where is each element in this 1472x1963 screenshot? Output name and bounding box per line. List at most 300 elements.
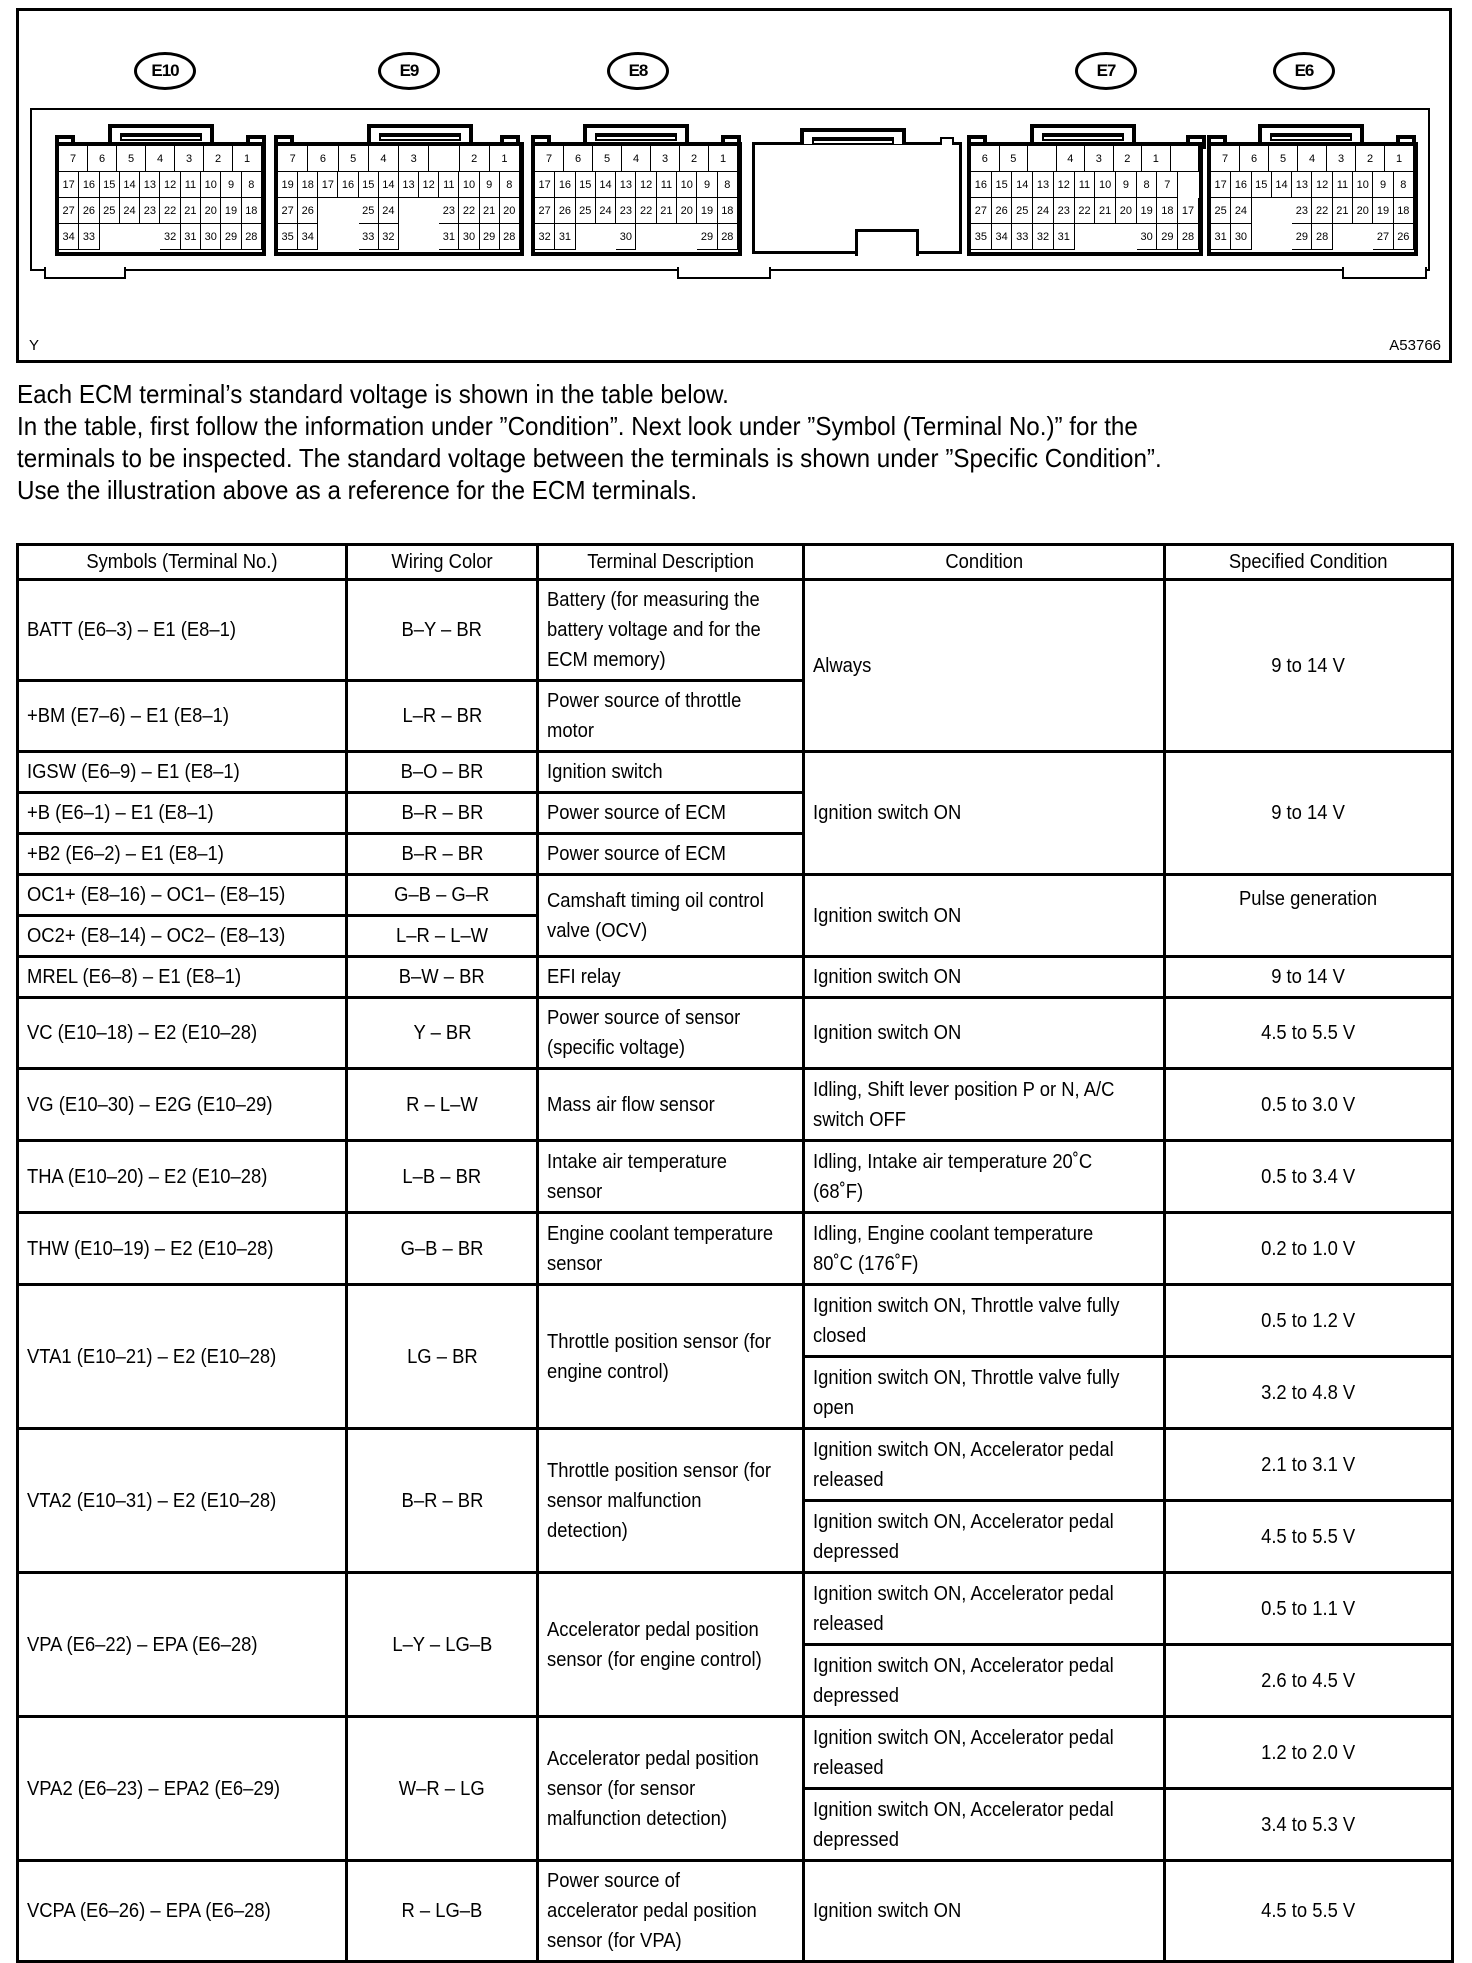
table-row: [18, 875, 1453, 916]
cell-wiring: B–W – BR: [347, 957, 538, 998]
terminal-pin: 8: [500, 172, 520, 198]
terminal-pin: 31: [439, 224, 459, 250]
header-terminal-description: Terminal Description: [538, 545, 804, 580]
terminal-pin: 15: [992, 172, 1013, 198]
terminal-pin: 28: [1178, 224, 1199, 250]
terminal-pin: 18: [1157, 198, 1178, 224]
terminal-pin: 5: [1000, 146, 1029, 172]
cell-symbol: VTA1 (E10–21) – E2 (E10–28): [18, 1285, 347, 1429]
figure-id: A53766: [1389, 337, 1441, 354]
cell-wiring: G–B – BR: [347, 1213, 538, 1285]
terminal-pin: 32: [379, 224, 399, 250]
terminal-pin: 3: [399, 146, 429, 172]
terminal-pin: 30: [1137, 224, 1158, 250]
terminal-pin: 11: [657, 172, 677, 198]
terminal-pin: [1272, 224, 1292, 250]
terminal-pin: 9: [1373, 172, 1393, 198]
ecm-center-notch: [855, 229, 919, 256]
cell-description: Battery (for measuring the battery voltage and for the ECM memory): [538, 580, 804, 681]
terminal-pin: 5: [339, 146, 369, 172]
terminal-pin: [576, 224, 596, 250]
terminal-pin: [657, 224, 677, 250]
terminal-pin: 1: [1385, 146, 1414, 172]
connector-label-e7: E7: [1075, 52, 1137, 90]
cell-condition: Ignition switch ON, Throttle valve fully closed: [804, 1285, 1165, 1357]
header-wiring-color: Wiring Color: [347, 545, 538, 580]
terminal-pin: 32: [535, 224, 555, 250]
terminal-pin: 5: [593, 146, 622, 172]
terminal-pin: 4: [146, 146, 175, 172]
terminal-pin: 6: [564, 146, 593, 172]
cell-spec: 9 to 14 V: [1165, 957, 1453, 998]
header-specified-condition: Specified Condition: [1165, 545, 1453, 580]
terminal-pin: 16: [79, 172, 99, 198]
pin-row: [971, 172, 1199, 198]
header-condition: Condition: [804, 545, 1165, 580]
terminal-pin: 28: [718, 224, 738, 250]
cell-description: Intake air temperature sensor: [538, 1141, 804, 1213]
terminal-pin: [636, 224, 656, 250]
terminal-pin: 27: [59, 198, 79, 224]
terminal-pin: 24: [596, 198, 616, 224]
terminal-pin: 13: [1033, 172, 1054, 198]
table-row: [18, 580, 1453, 681]
pin-row: [59, 146, 262, 172]
connector-e7: [967, 142, 1203, 256]
terminal-pin: 14: [1012, 172, 1033, 198]
intro-line: Use the illustration above as a reference for the ECM terminals.: [17, 475, 698, 505]
terminal-pin: 22: [160, 198, 180, 224]
terminal-pin: 13: [1292, 172, 1312, 198]
terminal-pin: 20: [1353, 198, 1373, 224]
terminal-pin: 18: [1394, 198, 1414, 224]
cell-spec: 0.5 to 3.0 V: [1165, 1069, 1453, 1141]
terminal-pin: 10: [201, 172, 221, 198]
cell-description: Throttle position sensor (for sensor malfunction detection): [538, 1429, 804, 1573]
terminal-pin: 15: [576, 172, 596, 198]
terminal-pin: 7: [278, 146, 308, 172]
terminal-pin: 31: [1054, 224, 1075, 250]
terminal-pin: [338, 198, 358, 224]
cell-description: Power source of throttle motor: [538, 681, 804, 752]
intro-line: terminals to be inspected. The standard voltage between the terminals is shown under ”Specific Condition”.: [17, 443, 1162, 473]
table-row: [18, 752, 1453, 793]
terminal-pin: 16: [1231, 172, 1251, 198]
connector-label-e10: E10: [134, 52, 196, 90]
terminal-pin: 27: [535, 198, 555, 224]
pin-row: [278, 224, 520, 250]
cell-spec: 0.2 to 1.0 V: [1165, 1213, 1453, 1285]
terminal-pin: [1333, 224, 1353, 250]
pin-row: [59, 224, 262, 250]
terminal-pin: 32: [1033, 224, 1054, 250]
cell-spec: 2.6 to 4.5 V: [1165, 1645, 1453, 1717]
terminal-pin: 29: [1292, 224, 1312, 250]
terminal-pin: 34: [992, 224, 1013, 250]
terminal-pin: 1: [233, 146, 262, 172]
terminal-pin: 35: [971, 224, 992, 250]
terminal-pin: [1075, 224, 1096, 250]
pin-row: [971, 146, 1199, 172]
cell-wiring: W–R – LG: [347, 1717, 538, 1861]
terminal-pin: 23: [1292, 198, 1312, 224]
terminal-pin: 31: [181, 224, 201, 250]
terminal-pin: 30: [201, 224, 221, 250]
terminal-pin: 21: [181, 198, 201, 224]
terminal-pin: 1: [1142, 146, 1171, 172]
cell-wiring: L–B – BR: [347, 1141, 538, 1213]
terminal-pin: 18: [242, 198, 262, 224]
cell-symbol: VCPA (E6–26) – EPA (E6–28): [18, 1861, 347, 1962]
terminal-pin: 9: [480, 172, 500, 198]
table-row: [18, 1213, 1453, 1285]
table-row: [18, 1429, 1453, 1501]
terminal-pin: 26: [992, 198, 1013, 224]
cell-symbol: +B2 (E6–2) – E1 (E8–1): [18, 834, 347, 875]
table-row: [18, 1141, 1453, 1213]
terminal-pin: 28: [500, 224, 520, 250]
terminal-pin: 11: [1333, 172, 1353, 198]
terminal-pin: 5: [1269, 146, 1298, 172]
cell-condition: Always: [804, 580, 1165, 752]
connector-e6: [1207, 142, 1418, 256]
terminal-pin: [419, 224, 439, 250]
cell-symbol: IGSW (E6–9) – E1 (E8–1): [18, 752, 347, 793]
terminal-pin: 4: [369, 146, 399, 172]
intro-line: Each ECM terminal’s standard voltage is shown in the table below.: [17, 379, 729, 409]
terminal-pin: 10: [677, 172, 697, 198]
table-row: [18, 1573, 1453, 1645]
terminal-pin: 15: [1252, 172, 1272, 198]
cell-condition: Ignition switch ON: [804, 998, 1165, 1069]
terminal-pin: 31: [1211, 224, 1231, 250]
connector-label-e9: E9: [378, 52, 440, 90]
terminal-pin: 13: [140, 172, 160, 198]
terminal-pin: 9: [221, 172, 241, 198]
terminal-pin: 19: [697, 198, 717, 224]
cell-spec: 3.4 to 5.3 V: [1165, 1789, 1453, 1861]
cell-spec: 9 to 14 V: [1165, 580, 1453, 752]
figure-corner-label: Y: [29, 337, 40, 354]
terminal-pin: 22: [1075, 198, 1096, 224]
terminal-pin: [596, 224, 616, 250]
terminal-pin: 13: [399, 172, 419, 198]
terminal-pin: 7: [59, 146, 88, 172]
terminal-pin: 5: [117, 146, 146, 172]
terminal-pin: 6: [1240, 146, 1269, 172]
terminal-pin: 4: [1057, 146, 1086, 172]
terminal-pin: 29: [1157, 224, 1178, 250]
terminal-pin: 20: [201, 198, 221, 224]
terminal-pin: [100, 224, 120, 250]
terminal-pin: 19: [221, 198, 241, 224]
pin-row: [59, 198, 262, 224]
terminal-pin: 3: [1085, 146, 1114, 172]
cell-condition: Ignition switch ON, Accelerator pedal released: [804, 1573, 1165, 1645]
intro-paragraph: [17, 378, 1457, 506]
terminal-pin: 13: [616, 172, 636, 198]
terminal-pin: 34: [59, 224, 79, 250]
terminal-pin: 29: [221, 224, 241, 250]
terminal-pin: 20: [1116, 198, 1137, 224]
terminal-pin: 27: [971, 198, 992, 224]
housing-tab: [44, 267, 126, 279]
cell-wiring: L–R – BR: [347, 681, 538, 752]
cell-condition: Ignition switch ON, Accelerator pedal depressed: [804, 1645, 1165, 1717]
terminal-pin: 19: [278, 172, 298, 198]
terminal-pin: 29: [480, 224, 500, 250]
terminal-pin: 4: [622, 146, 651, 172]
cell-condition: Ignition switch ON, Accelerator pedal depressed: [804, 1501, 1165, 1573]
terminal-pin: 27: [278, 198, 298, 224]
connector-e9: [274, 142, 524, 256]
cell-description: Power source of ECM: [538, 834, 804, 875]
connector-label-e6: E6: [1273, 52, 1335, 90]
terminal-pin: [1178, 172, 1199, 198]
cell-symbol: VC (E10–18) – E2 (E10–28): [18, 998, 347, 1069]
terminal-pin: 3: [1327, 146, 1356, 172]
terminal-pin: 23: [439, 198, 459, 224]
cell-symbol: BATT (E6–3) – E1 (E8–1): [18, 580, 347, 681]
terminal-pin: 11: [1075, 172, 1096, 198]
terminal-pin: 6: [971, 146, 1000, 172]
cell-description: Accelerator pedal position sensor (for sensor malfunction detection): [538, 1717, 804, 1861]
cell-wiring: L–Y – LG–B: [347, 1573, 538, 1717]
intro-line: In the table, first follow the information under ”Condition”. Next look under ”Symbol (Terminal No.)” for the: [17, 411, 1138, 441]
terminal-pin: 9: [697, 172, 717, 198]
cell-description: Power source of accelerator pedal position sensor (for VPA): [538, 1861, 804, 1962]
cell-symbol: VPA (E6–22) – EPA (E6–28): [18, 1573, 347, 1717]
terminal-pin: 19: [1137, 198, 1158, 224]
cell-wiring: B–R – BR: [347, 1429, 538, 1573]
table-row: [18, 1285, 1453, 1357]
terminal-pin: 12: [419, 172, 439, 198]
table-row: [18, 1717, 1453, 1789]
terminal-pin: 11: [439, 172, 459, 198]
terminal-pin: [1272, 198, 1292, 224]
terminal-pin: 15: [100, 172, 120, 198]
terminal-pin: 12: [1312, 172, 1332, 198]
cell-spec: 3.2 to 4.8 V: [1165, 1357, 1453, 1429]
terminal-pin: 26: [1394, 224, 1414, 250]
terminal-pin: 10: [459, 172, 479, 198]
terminal-pin: 25: [576, 198, 596, 224]
terminal-pin: 11: [181, 172, 201, 198]
terminal-pin: 3: [175, 146, 204, 172]
terminal-pin: 1: [490, 146, 520, 172]
terminal-pin: 12: [1054, 172, 1075, 198]
cell-condition: Ignition switch ON: [804, 752, 1165, 875]
terminal-pin: 16: [971, 172, 992, 198]
terminal-pin: 30: [1231, 224, 1251, 250]
terminal-pin: [1252, 198, 1272, 224]
terminal-pin: 8: [1137, 172, 1158, 198]
cell-wiring: R – LG–B: [347, 1861, 538, 1962]
terminal-pin: 2: [460, 146, 490, 172]
terminal-pin: [399, 224, 419, 250]
terminal-pin: 28: [242, 224, 262, 250]
cell-wiring: B–Y – BR: [347, 580, 538, 681]
terminal-pin: 27: [1373, 224, 1393, 250]
terminal-pin: 22: [636, 198, 656, 224]
terminal-pin: 19: [1373, 198, 1393, 224]
housing-tab: [1342, 267, 1427, 279]
terminal-pin: 21: [1095, 198, 1116, 224]
header-symbols: Symbols (Terminal No.): [18, 545, 347, 580]
terminal-pin: 7: [1157, 172, 1178, 198]
connector-e8: [531, 142, 742, 256]
terminal-pin: 35: [278, 224, 298, 250]
cell-condition: Ignition switch ON, Accelerator pedal depressed: [804, 1789, 1165, 1861]
terminal-pin: 2: [680, 146, 709, 172]
pin-row: [535, 146, 738, 172]
pin-row: [535, 224, 738, 250]
terminal-pin: 1: [709, 146, 738, 172]
terminal-pin: 22: [459, 198, 479, 224]
terminal-pin: [318, 198, 338, 224]
terminal-pin: 31: [555, 224, 575, 250]
terminal-pin: 26: [555, 198, 575, 224]
terminal-pin: 8: [242, 172, 262, 198]
cell-wiring: G–B – G–R: [347, 875, 538, 916]
ecm-terminal-voltage-table: [16, 543, 1454, 1963]
pin-row: [278, 146, 520, 172]
cell-symbol: MREL (E6–8) – E1 (E8–1): [18, 957, 347, 998]
table-row: [18, 957, 1453, 998]
terminal-pin: 34: [298, 224, 318, 250]
terminal-pin: 7: [1211, 146, 1240, 172]
terminal-pin: 25: [359, 198, 379, 224]
cell-description: Power source of sensor (specific voltage): [538, 998, 804, 1069]
cell-symbol: VTA2 (E10–31) – E2 (E10–28): [18, 1429, 347, 1573]
cell-symbol: THA (E10–20) – E2 (E10–28): [18, 1141, 347, 1213]
terminal-pin: [338, 224, 358, 250]
terminal-pin: 30: [616, 224, 636, 250]
terminal-pin: 2: [1356, 146, 1385, 172]
terminal-pin: 20: [677, 198, 697, 224]
table-row: [18, 998, 1453, 1069]
terminal-pin: 8: [718, 172, 738, 198]
terminal-pin: 24: [1033, 198, 1054, 224]
cell-description: Throttle position sensor (for engine control): [538, 1285, 804, 1429]
terminal-pin: 23: [1054, 198, 1075, 224]
terminal-pin: 26: [79, 198, 99, 224]
cell-spec: 1.2 to 2.0 V: [1165, 1717, 1453, 1789]
terminal-pin: 33: [1012, 224, 1033, 250]
cell-description: Accelerator pedal position sensor (for engine control): [538, 1573, 804, 1717]
cell-condition: Ignition switch ON: [804, 957, 1165, 998]
terminal-pin: 17: [318, 172, 338, 198]
terminal-pin: 12: [636, 172, 656, 198]
terminal-pin: 24: [379, 198, 399, 224]
terminal-pin: 25: [100, 198, 120, 224]
pin-row: [278, 172, 520, 198]
cell-spec: 4.5 to 5.5 V: [1165, 1501, 1453, 1573]
cell-condition: Idling, Intake air temperature 20˚C (68˚F): [804, 1141, 1165, 1213]
terminal-pin: 23: [616, 198, 636, 224]
terminal-pin: 7: [535, 146, 564, 172]
terminal-pin: 6: [308, 146, 338, 172]
terminal-pin: [419, 198, 439, 224]
terminal-pin: 23: [140, 198, 160, 224]
terminal-pin: 32: [160, 224, 180, 250]
terminal-pin: 18: [718, 198, 738, 224]
cell-wiring: B–R – BR: [347, 834, 538, 875]
terminal-pin: 21: [480, 198, 500, 224]
cell-spec: 9 to 14 V: [1165, 752, 1453, 875]
cell-symbol: VPA2 (E6–23) – EPA2 (E6–29): [18, 1717, 347, 1861]
cell-spec: 0.5 to 1.2 V: [1165, 1285, 1453, 1357]
terminal-pin: 29: [697, 224, 717, 250]
cell-spec: 4.5 to 5.5 V: [1165, 1861, 1453, 1962]
terminal-pin: 3: [651, 146, 680, 172]
terminal-pin: 17: [1211, 172, 1231, 198]
cell-description: Power source of ECM: [538, 793, 804, 834]
terminal-pin: 33: [79, 224, 99, 250]
cell-wiring: B–R – BR: [347, 793, 538, 834]
terminal-pin: 24: [1231, 198, 1251, 224]
cell-description: Engine coolant temperature sensor: [538, 1213, 804, 1285]
cell-condition: Ignition switch ON, Accelerator pedal released: [804, 1717, 1165, 1789]
cell-description: Mass air flow sensor: [538, 1069, 804, 1141]
cell-description: Ignition switch: [538, 752, 804, 793]
terminal-pin: 15: [359, 172, 379, 198]
table-row: [18, 1861, 1453, 1962]
terminal-pin: 8: [1394, 172, 1414, 198]
cell-wiring: Y – BR: [347, 998, 538, 1069]
terminal-pin: 10: [1095, 172, 1116, 198]
terminal-pin: 14: [596, 172, 616, 198]
cell-description: Camshaft timing oil control valve (OCV): [538, 875, 804, 957]
terminal-pin: 4: [1298, 146, 1327, 172]
terminal-pin: 16: [555, 172, 575, 198]
cell-symbol: OC2+ (E8–14) – OC2– (E8–13): [18, 916, 347, 957]
terminal-pin: 14: [120, 172, 140, 198]
connector-e10: [55, 142, 266, 256]
terminal-pin: 24: [120, 198, 140, 224]
terminal-pin: 14: [379, 172, 399, 198]
cell-condition: Ignition switch ON, Accelerator pedal released: [804, 1429, 1165, 1501]
cell-spec: 0.5 to 3.4 V: [1165, 1141, 1453, 1213]
terminal-pin: 21: [657, 198, 677, 224]
cell-condition: Ignition switch ON: [804, 1861, 1165, 1962]
cell-spec: Pulse generation: [1165, 875, 1453, 957]
pin-row: [971, 198, 1199, 224]
connector-label-e8: E8: [607, 52, 669, 90]
terminal-pin: 2: [1114, 146, 1143, 172]
pin-row: [971, 224, 1199, 250]
terminal-pin: [1028, 146, 1057, 172]
pin-row: [1211, 146, 1414, 172]
terminal-pin: 20: [500, 198, 520, 224]
pin-row: [535, 198, 738, 224]
terminal-pin: [399, 198, 419, 224]
terminal-pin: 17: [1178, 198, 1199, 224]
cell-condition: Idling, Engine coolant temperature 80˚C (176˚F): [804, 1213, 1165, 1285]
cell-condition: Idling, Shift lever position P or N, A/C switch OFF: [804, 1069, 1165, 1141]
terminal-pin: [1095, 224, 1116, 250]
terminal-pin: [1252, 224, 1272, 250]
pin-row: [59, 172, 262, 198]
pin-row: [1211, 224, 1414, 250]
cell-description: EFI relay: [538, 957, 804, 998]
cell-spec: 0.5 to 1.1 V: [1165, 1573, 1453, 1645]
cell-symbol: OC1+ (E8–16) – OC1– (E8–15): [18, 875, 347, 916]
cell-symbol: +B (E6–1) – E1 (E8–1): [18, 793, 347, 834]
terminal-pin: 18: [298, 172, 318, 198]
terminal-pin: 2: [204, 146, 233, 172]
terminal-pin: [429, 146, 459, 172]
